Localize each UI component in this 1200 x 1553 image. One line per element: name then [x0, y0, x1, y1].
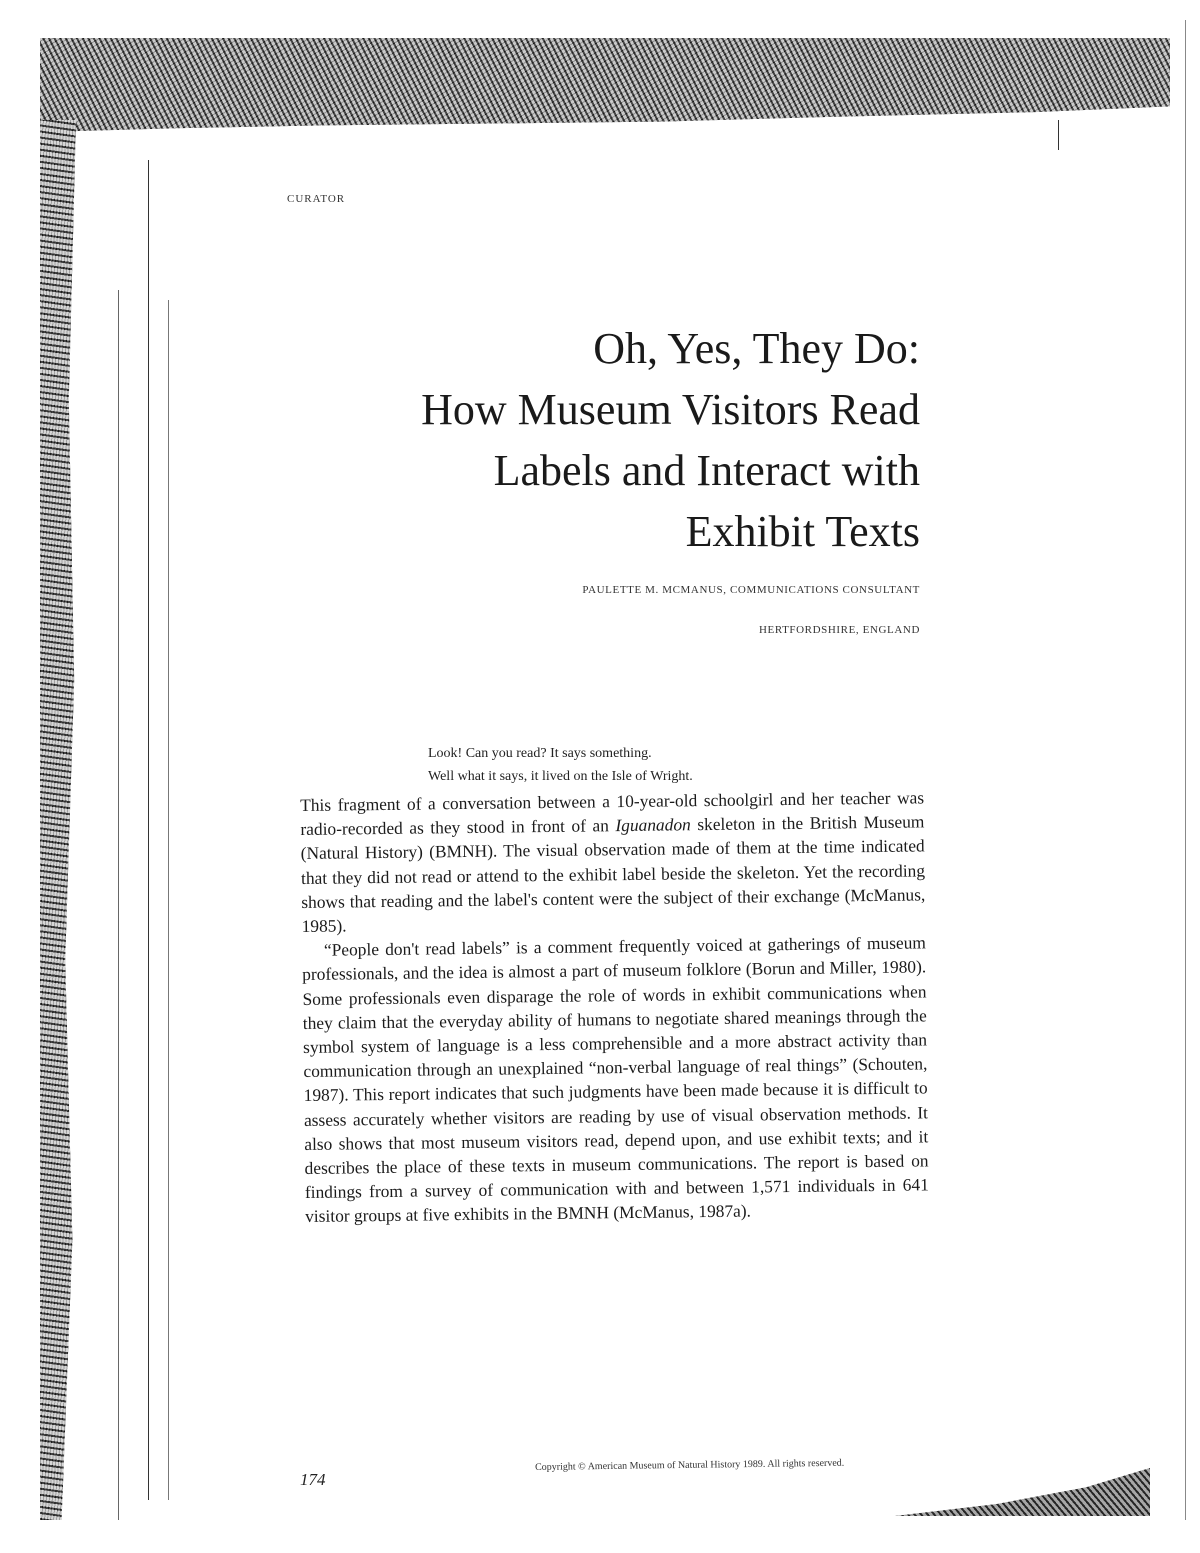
title-line: Labels and Interact with — [493, 446, 920, 495]
epigraph-line: Look! Can you read? It says something. — [428, 746, 652, 761]
title-line: How Museum Visitors Read — [421, 385, 920, 434]
body-text: This fragment of a conversation between a 10-year-old schoolgirl and her teacher was radio-recorded as they stood in front of an — [300, 787, 925, 840]
scan-line — [1058, 120, 1059, 150]
scan-line — [148, 160, 149, 1500]
copyright-notice: Copyright © American Museum of Natural History 1989. All rights reserved. — [535, 1457, 845, 1473]
scan-shadow-top — [40, 38, 1170, 133]
body-italic: Iguanadon — [615, 814, 691, 836]
author-name: PAULETTE M. MCMANUS, COMMUNICATIONS CONSULTANT — [582, 584, 920, 596]
article-body — [300, 785, 929, 1228]
body-text: skeleton in the British Museum (Natural History) (BMNH). The visual observation made of them at the time indicated that they did not read or attend to the exhibit label beside the skeleton. Yet the recording shows that reading and the label's content were the subject of their exchange (McManus, 1985). — [300, 811, 926, 937]
author-block — [400, 570, 920, 650]
body-paragraph: “People don't read labels” is a comment frequently voiced at gatherings of museum professionals, and the idea is almost a part of museum folklore (Borun and Miller, 1980). Some professionals even disparage the role of words in exhibit communications when they claim that the everyday ability of humans to negotiate shared meanings through the symbol system of language is a less comprehensible and a more abstract activity than communication through an unexplained “non-verbal language of real things” (Schouten, 1987). This report indicates that such judgments have been made because it is difficult to assess accurately whether visitors are reading by use of visual observation methods. It also shows that most museum visitors read, depend upon, and use exhibit texts; and it describes the place of these texts in museum communications. The report is based on findings from a survey of communication with and between 1,571 individuals in 641 visitor groups at five exhibits in the BMNH (McManus, 1987a). — [302, 932, 929, 1227]
scan-line — [168, 300, 169, 1500]
scan-shadow-bottom-right — [895, 1468, 1150, 1516]
scan-line — [118, 290, 119, 1520]
title-line: Exhibit Texts — [685, 507, 920, 556]
epigraph-line: Well what it says, it lived on the Isle of Wright. — [428, 769, 693, 784]
body-paragraph — [300, 785, 926, 938]
author-location: HERTFORDSHIRE, ENGLAND — [758, 624, 920, 636]
title-line: Oh, Yes, They Do: — [593, 324, 920, 373]
page-number: 174 — [300, 1470, 326, 1489]
article-title — [300, 318, 920, 562]
scan-line — [1185, 20, 1186, 1520]
scan-shadow-left — [40, 120, 76, 1520]
epigraph — [428, 742, 693, 788]
running-head: CURATOR — [287, 193, 346, 205]
